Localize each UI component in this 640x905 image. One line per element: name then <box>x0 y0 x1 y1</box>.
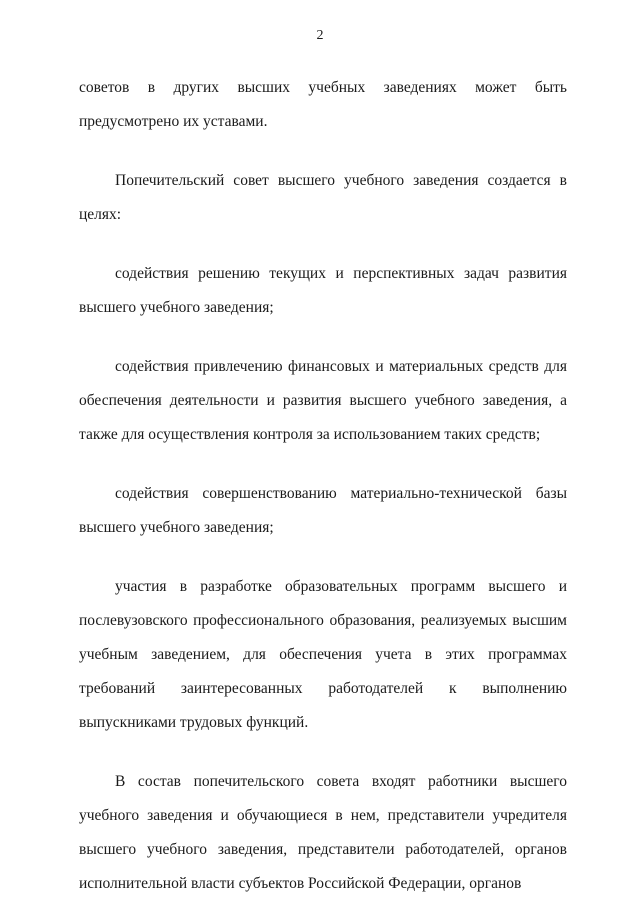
paragraph-council-purpose: Попечительский совет высшего учебного заведения создается в целях: <box>79 172 567 223</box>
document-body <box>79 71 567 901</box>
page-number: 2 <box>316 28 324 43</box>
paragraph-goal-programs: участия в разработке образовательных программ высшего и послевузовского профессионального образования, реализуемых высшим учебным заведением, для обеспечения учета в этих программах требований заинтересованных работодателей к выполнению выпускниками трудовых функций. <box>79 578 567 731</box>
paragraph-continuation: советов в других высших учебных заведениях может быть предусмотрено их уставами. <box>79 79 567 130</box>
paragraph-goal-funding: содействия привлечению финансовых и материальных средств для обеспечения деятельности и развития высшего учебного заведения, а также для осуществления контроля за использованием таких средств; <box>79 358 567 443</box>
paragraph-goal-facilities: содействия совершенствованию материально-технической базы высшего учебного заведения; <box>79 485 567 536</box>
paragraph-council-composition: В состав попечительского совета входят работники высшего учебного заведения и обучающиеся в нем, представители учредителя высшего учебного заведения, представители работодателей, органов исполнительной власти субъектов Российской Федерации, органов <box>79 773 567 892</box>
paragraph-goal-development: содействия решению текущих и перспективных задач развития высшего учебного заведения; <box>79 265 567 316</box>
